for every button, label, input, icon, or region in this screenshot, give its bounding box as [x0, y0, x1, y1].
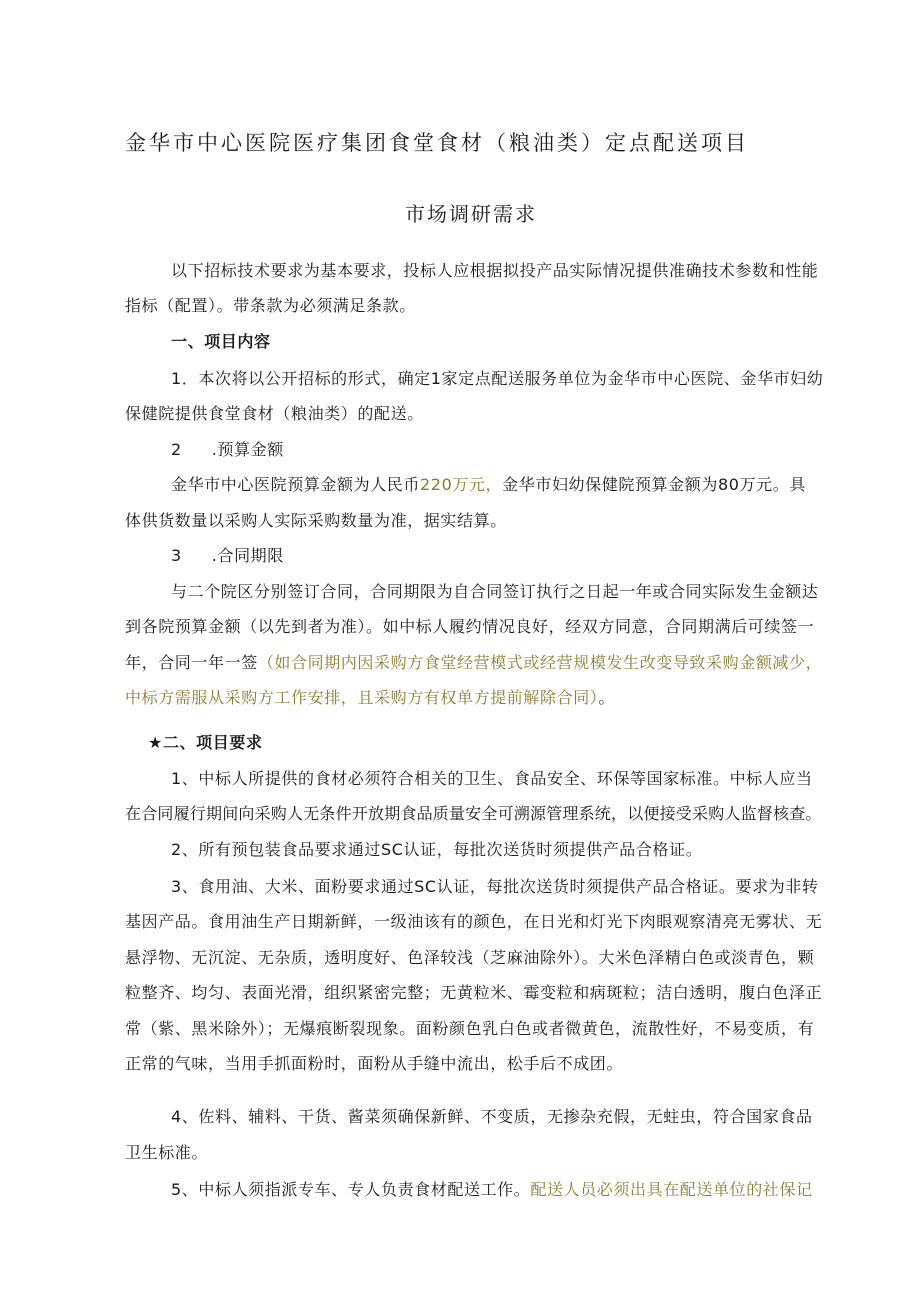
s2-item3-line-5: 常（紫、黑米除外）；无爆痕断裂现象。面粉颜色乳白色或者微黄色，流散性好，不易变质，有 — [125, 1019, 815, 1038]
s2-item1-line-1: 1、中标人所提供的食材必须符合相关的卫生、食品安全、环保等国家标准。中标人应当 — [171, 769, 813, 788]
s1-item3-line-4-highlight: 中标方需服从采购方工作安排，且采购方有权单方提前解除合同） — [125, 688, 599, 707]
s1-item2-heading — [171, 440, 284, 460]
s2-item1-line-2: 在合同履行期间向采购人无条件开放期食品质量安全可溯源管理系统，以便接受采购人监督核查。 — [125, 804, 822, 823]
s1-item3-line-3 — [125, 653, 822, 673]
s2-item4-line-2: 卫生标准。 — [125, 1143, 209, 1162]
s1-item3-number: 3 — [171, 546, 182, 565]
s1-item2-line-1-b: 金华市妇幼保健院预算金额为80万元。具 — [502, 475, 806, 494]
s1-item2-line-1 — [171, 475, 806, 495]
section-1-heading: 一、项目内容 — [171, 332, 271, 351]
s2-item3-line-3: 悬浮物、无沉淀、无杂质，透明度好、色泽较浅（芝麻油除外）。大米色泽精白色或淡青色，颗 — [125, 948, 815, 967]
s2-item3-line-4: 粒整齐、均匀、表面光滑，组织紧密完整；无黄粒米、霉变粒和病斑粒；洁白透明，腹白色泽正 — [125, 983, 823, 1002]
s2-item5-line-1 — [171, 1180, 813, 1200]
s2-item3-line-1: 3、食用油、大米、面粉要求通过SC认证，每批次送货时须提供产品合格证。要求为非转 — [171, 877, 819, 896]
s2-item3-line-2: 基因产品。食用油生产日期新鲜，一级油该有的颜色，在日光和灯光下肉眼观察清亮无雾状、无 — [125, 912, 823, 931]
s1-item1-line-1: 1．本次将以公开招标的形式，确定1家定点配送服务单位为金华市中心医院、金华市妇幼 — [171, 369, 824, 388]
s1-item2-line-1-highlight: 220万元， — [420, 475, 503, 494]
s1-item3-line-3-a: 年，合同一年一签 — [125, 653, 258, 672]
s1-item2-number: 2 — [171, 440, 182, 459]
s1-item2-label: .预算金额 — [211, 440, 284, 459]
s2-item3-line-6: 正常的气味，当用手抓面粉时，面粉从手缝中流出，松手后不成团。 — [125, 1054, 624, 1073]
section-2-heading: ★二、项目要求 — [148, 733, 263, 752]
s2-item5-line-1-highlight: 配送人员必须出具在配送单位的社保记 — [530, 1180, 813, 1199]
s1-item2-line-2: 体供货数量以采购人实际采购数量为准，据实结算。 — [125, 511, 507, 530]
s1-item3-label: .合同期限 — [211, 546, 284, 565]
document-subtitle: 市场调研需求 — [405, 202, 537, 226]
s1-item3-line-4 — [125, 688, 615, 708]
s1-item1-line-2: 保健院提供食堂食材（粮油类）的配送。 — [125, 404, 424, 423]
intro-line-1: 以下招标技术要求为基本要求，投标人应根据拟投产品实际情况提供准确技术参数和性能 — [171, 261, 819, 280]
s2-item5-line-1-a: 5、中标人须指派专车、专人负责食材配送工作。 — [171, 1180, 531, 1199]
s2-item4-line-1: 4、佐料、辅料、干货、酱菜须确保新鲜、不变质，无掺杂充假，无蛀虫，符合国家食品 — [171, 1107, 813, 1126]
s1-item2-line-1-a: 金华市中心医院预算金额为人民币 — [171, 475, 421, 494]
intro-line-2: 指标（配置）。带条款为必须满足条款。 — [125, 296, 416, 315]
s1-item3-line-4-b: 。 — [598, 688, 616, 707]
s1-item3-line-1: 与二个院区分别签订合同，合同期限为自合同签订执行之日起一年或合同实际发生金额达 — [171, 582, 819, 601]
s1-item3-heading — [171, 546, 284, 566]
s1-item3-line-3-highlight: （如合同期内因采购方食堂经营模式或经营规模发生改变导致采购金额减少， — [257, 653, 823, 672]
s2-item2-line-1: 2、所有预包装食品要求通过SC认证，每批次送货时须提供产品合格证。 — [171, 840, 703, 859]
document-title: 金华市中心医院医疗集团食堂食材（粮油类）定点配送项目 — [125, 131, 749, 155]
s1-item3-line-2: 到各院预算金额（以先到者为准）。如中标人履约情况良好，经双方同意，合同期满后可续签一 — [125, 617, 815, 636]
